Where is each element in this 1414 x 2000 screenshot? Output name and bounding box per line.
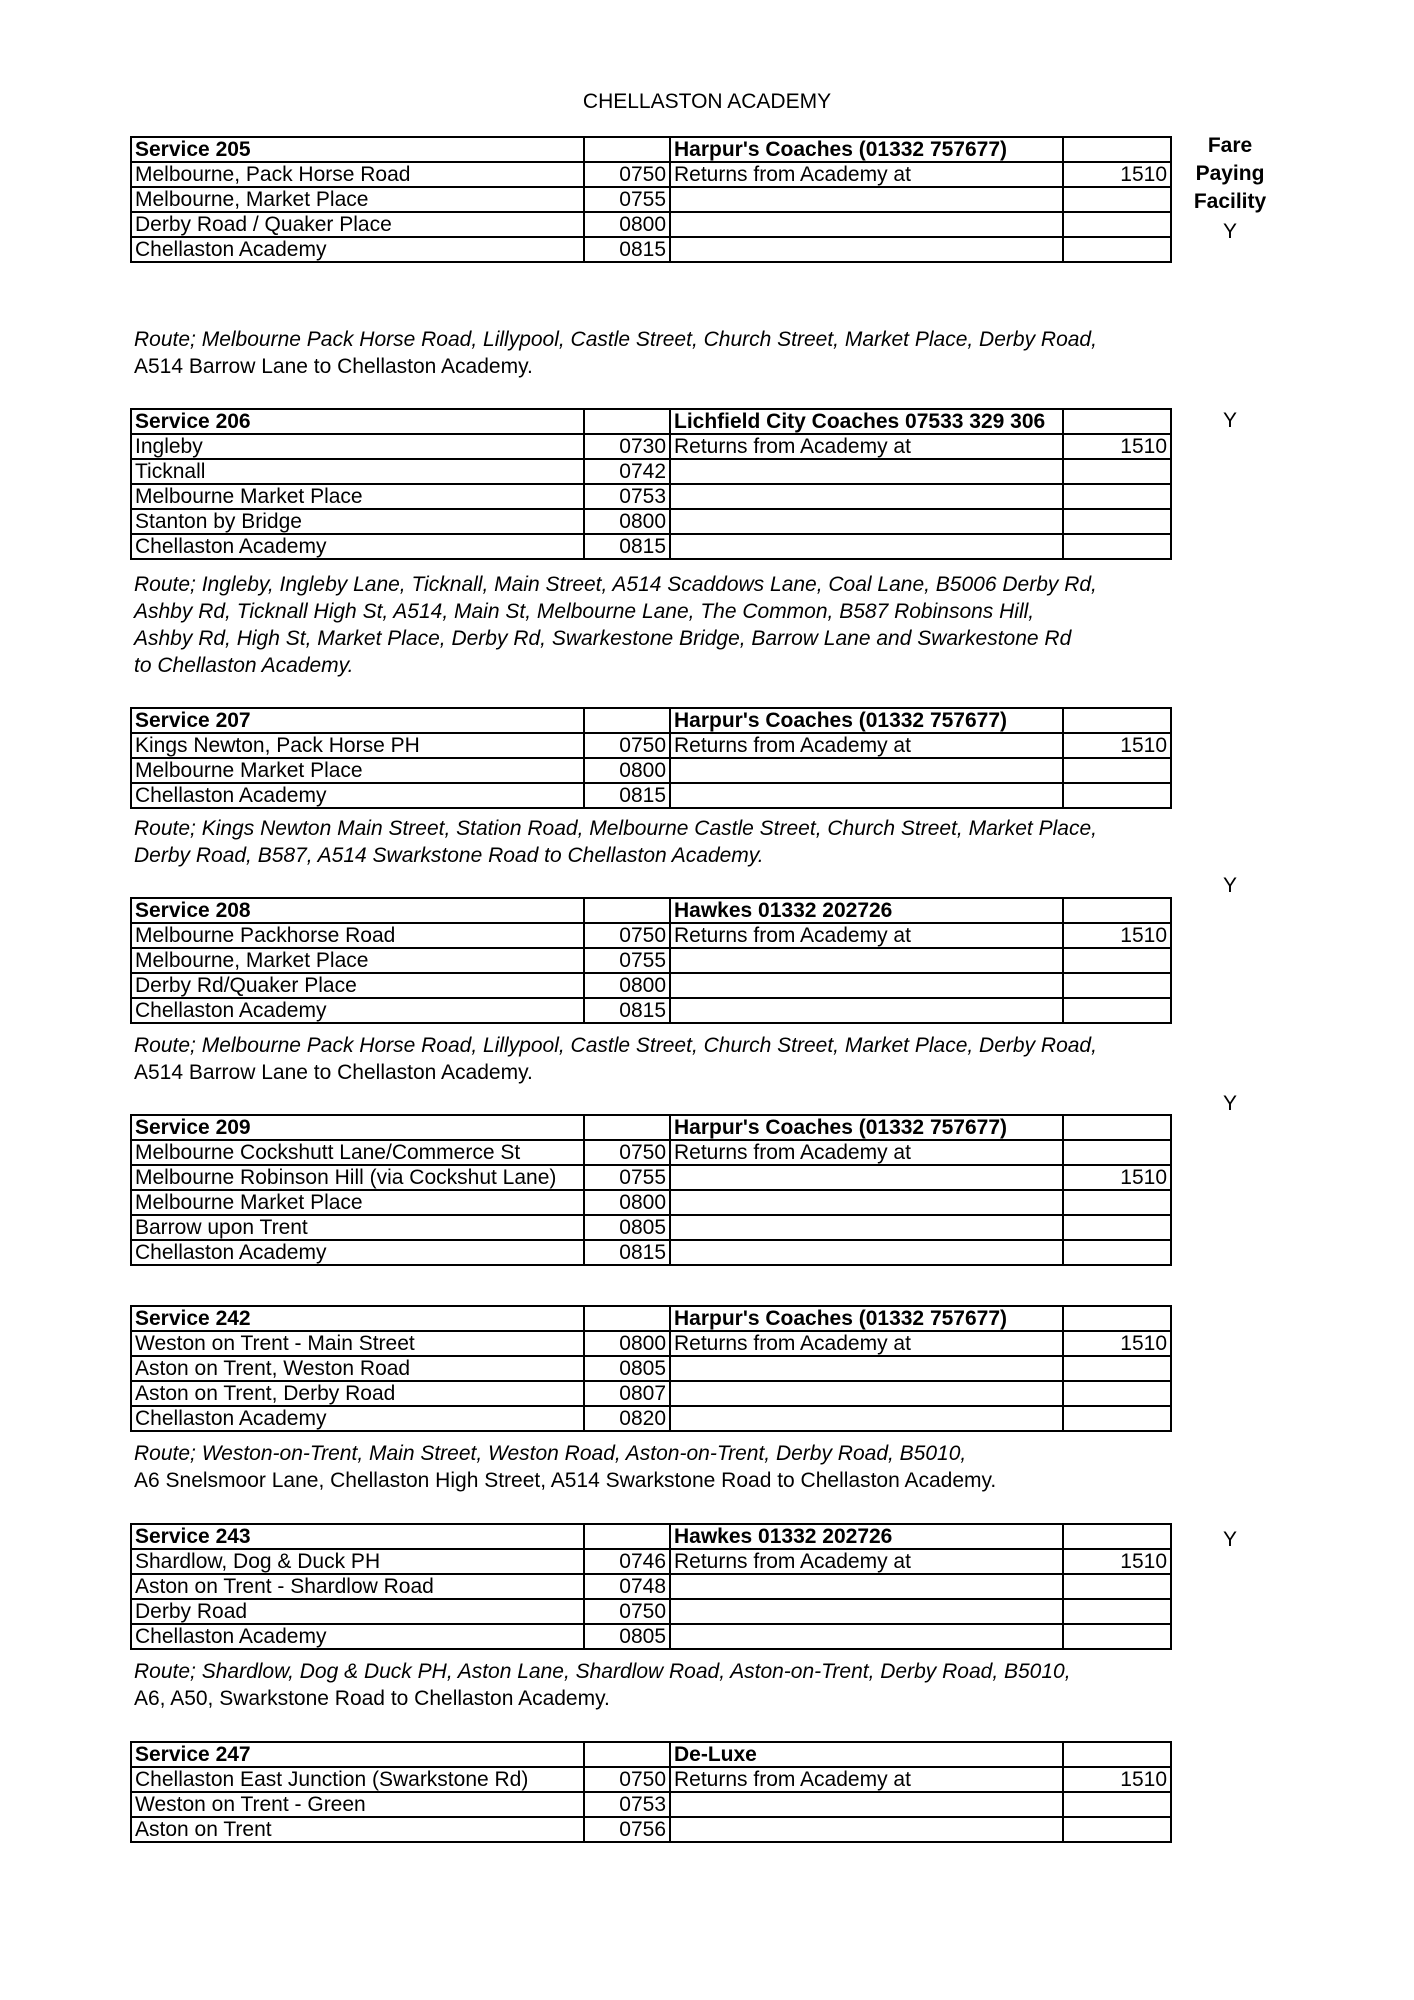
- stop-time: 0746: [584, 1549, 670, 1574]
- return-time: 1510: [1063, 923, 1171, 948]
- return-time: 1510: [1063, 162, 1171, 187]
- stop-name: Weston on Trent - Green: [131, 1792, 584, 1817]
- route-line: Route; Shardlow, Dog & Duck PH, Aston Lane, Shardlow Road, Aston-on-Trent, Derby Road, B5010,: [134, 1660, 1071, 1683]
- stop-name: Chellaston Academy: [131, 1624, 584, 1649]
- stop-name: Chellaston Academy: [131, 1240, 584, 1265]
- fare-flag-service-206: Y: [1222, 409, 1237, 432]
- table-row: [131, 162, 1171, 187]
- return-label: Returns from Academy at: [670, 1767, 1063, 1792]
- stop-time: 0755: [584, 187, 670, 212]
- service-209-table: [130, 1114, 1172, 1266]
- route-description-207: [134, 815, 1174, 869]
- operator: Harpur's Coaches (01332 757677): [670, 137, 1063, 162]
- table-row: [131, 1140, 1171, 1165]
- table-row: [131, 1767, 1171, 1792]
- table-row: [131, 434, 1171, 459]
- stop-name: Derby Rd/Quaker Place: [131, 973, 584, 998]
- route-description-205: [134, 326, 1174, 380]
- return-time: 1510: [1063, 1331, 1171, 1356]
- table-row: [131, 187, 1171, 212]
- stop-time: 0756: [584, 1817, 670, 1842]
- table-row: [131, 212, 1171, 237]
- service-243-table: [130, 1523, 1172, 1650]
- stop-time: 0800: [584, 509, 670, 534]
- operator: Harpur's Coaches (01332 757677): [670, 1306, 1063, 1331]
- service-name: Service 208: [131, 898, 584, 923]
- table-row: [131, 998, 1171, 1023]
- stop-name: Aston on Trent - Shardlow Road: [131, 1574, 584, 1599]
- service-205-table: [130, 136, 1172, 263]
- route-line: Route; Kings Newton Main Street, Station Road, Melbourne Castle Street, Church Street, Market Place,: [134, 817, 1097, 840]
- table-row: [131, 509, 1171, 534]
- route-line: Route; Weston-on-Trent, Main Street, Weston Road, Aston-on-Trent, Derby Road, B5010,: [134, 1442, 967, 1465]
- stop-time: 0807: [584, 1381, 670, 1406]
- route-line: Route; Ingleby, Ingleby Lane, Ticknall, Main Street, A514 Scaddows Lane, Coal Lane, B5006 Derby Rd,: [134, 573, 1097, 596]
- fare-flag-service-205: Y: [1222, 220, 1237, 243]
- table-row: [131, 708, 1171, 733]
- stop-time: 0755: [584, 948, 670, 973]
- stop-name: Melbourne, Market Place: [131, 948, 584, 973]
- route-description-243: [134, 1658, 1174, 1712]
- table-row: [131, 1115, 1171, 1140]
- stop-name: Chellaston Academy: [131, 237, 584, 262]
- return-time: 1510: [1063, 1767, 1171, 1792]
- table-row: [131, 783, 1171, 808]
- stop-time: 0815: [584, 783, 670, 808]
- fare-header-line: Paying: [1195, 162, 1265, 185]
- stop-name: Aston on Trent: [131, 1817, 584, 1842]
- return-time: 1510: [1063, 1165, 1171, 1190]
- table-row: [131, 534, 1171, 559]
- service-name: Service 242: [131, 1306, 584, 1331]
- stop-name: Derby Road: [131, 1599, 584, 1624]
- table-row: [131, 1817, 1171, 1842]
- stop-time: 0753: [584, 484, 670, 509]
- stop-name: Melbourne Cockshutt Lane/Commerce St: [131, 1140, 584, 1165]
- operator: Lichfield City Coaches 07533 329 306: [670, 409, 1063, 434]
- page-title: CHELLASTON ACADEMY: [582, 90, 832, 113]
- return-label: Returns from Academy at: [670, 733, 1063, 758]
- service-207-table: [130, 707, 1172, 809]
- stop-name: Aston on Trent, Derby Road: [131, 1381, 584, 1406]
- stop-time: 0815: [584, 534, 670, 559]
- return-time: 1510: [1063, 1549, 1171, 1574]
- table-row: [131, 1549, 1171, 1574]
- service-name: Service 206: [131, 409, 584, 434]
- stop-name: Chellaston East Junction (Swarkstone Rd): [131, 1767, 584, 1792]
- return-time: 1510: [1063, 434, 1171, 459]
- operator: Harpur's Coaches (01332 757677): [670, 1115, 1063, 1140]
- table-row: [131, 1356, 1171, 1381]
- table-row: [131, 758, 1171, 783]
- table-row: [131, 1381, 1171, 1406]
- stop-time: 0800: [584, 758, 670, 783]
- route-line: A514 Barrow Lane to Chellaston Academy.: [134, 1061, 533, 1084]
- route-line: to Chellaston Academy.: [134, 654, 354, 677]
- stop-name: Aston on Trent, Weston Road: [131, 1356, 584, 1381]
- stop-time: 0730: [584, 434, 670, 459]
- stop-time: 0750: [584, 923, 670, 948]
- return-label: Returns from Academy at: [670, 162, 1063, 187]
- return-label: Returns from Academy at: [670, 1549, 1063, 1574]
- route-line: Route; Melbourne Pack Horse Road, Lillypool, Castle Street, Church Street, Market Place, Derby Road,: [134, 1034, 1097, 1057]
- stop-time: 0800: [584, 1331, 670, 1356]
- table-row: [131, 1599, 1171, 1624]
- stop-name: Melbourne Packhorse Road: [131, 923, 584, 948]
- stop-name: Ingleby: [131, 434, 584, 459]
- route-line: Derby Road, B587, A514 Swarkstone Road to Chellaston Academy.: [134, 844, 764, 867]
- table-row: [131, 1306, 1171, 1331]
- fare-flag-service-208: Y: [1222, 874, 1237, 897]
- service-242-table: [130, 1305, 1172, 1432]
- operator: Hawkes 01332 202726: [670, 1524, 1063, 1549]
- return-time: 1510: [1063, 733, 1171, 758]
- table-row: [131, 973, 1171, 998]
- stop-name: Chellaston Academy: [131, 998, 584, 1023]
- route-line: A6, A50, Swarkstone Road to Chellaston Academy.: [134, 1687, 610, 1710]
- table-row: [131, 898, 1171, 923]
- stop-time: 0805: [584, 1356, 670, 1381]
- return-label: Returns from Academy at: [670, 923, 1063, 948]
- table-row: [131, 484, 1171, 509]
- stop-time: 0815: [584, 237, 670, 262]
- table-row: [131, 137, 1171, 162]
- route-line: Route; Melbourne Pack Horse Road, Lillypool, Castle Street, Church Street, Market Place, Derby Road,: [134, 328, 1097, 351]
- stop-time: 0815: [584, 998, 670, 1023]
- return-label: Returns from Academy at: [670, 1140, 1063, 1165]
- table-row: [131, 1190, 1171, 1215]
- route-description-206: [134, 571, 1174, 679]
- return-label: Returns from Academy at: [670, 1331, 1063, 1356]
- service-name: Service 205: [131, 137, 584, 162]
- stop-time: 0800: [584, 1190, 670, 1215]
- stop-name: Melbourne Robinson Hill (via Cockshut Lane): [131, 1165, 584, 1190]
- operator: Hawkes 01332 202726: [670, 898, 1063, 923]
- stop-name: Ticknall: [131, 459, 584, 484]
- stop-name: Chellaston Academy: [131, 783, 584, 808]
- operator: Harpur's Coaches (01332 757677): [670, 708, 1063, 733]
- stop-time: 0800: [584, 212, 670, 237]
- service-247-table: [130, 1741, 1172, 1843]
- stop-time: 0748: [584, 1574, 670, 1599]
- table-row: [131, 1165, 1171, 1190]
- stop-name: Melbourne Market Place: [131, 484, 584, 509]
- fare-flag-service-243: Y: [1222, 1528, 1237, 1551]
- stop-name: Kings Newton, Pack Horse PH: [131, 733, 584, 758]
- stop-time: 0815: [584, 1240, 670, 1265]
- route-description-242: [134, 1440, 1174, 1494]
- table-row: [131, 1524, 1171, 1549]
- return-label: Returns from Academy at: [670, 434, 1063, 459]
- table-row: [131, 459, 1171, 484]
- table-row: [131, 923, 1171, 948]
- route-line: Ashby Rd, High St, Market Place, Derby Rd, Swarkestone Bridge, Barrow Lane and Swarkestone Rd: [134, 627, 1072, 650]
- stop-time: 0750: [584, 1599, 670, 1624]
- stop-time: 0820: [584, 1406, 670, 1431]
- service-206-table: [130, 408, 1172, 560]
- service-name: Service 247: [131, 1742, 584, 1767]
- fare-header-line: Facility: [1193, 190, 1267, 213]
- table-row: [131, 1742, 1171, 1767]
- route-description-208: [134, 1032, 1174, 1086]
- route-line: Ashby Rd, Ticknall High St, A514, Main St, Melbourne Lane, The Common, B587 Robinsons Hill,: [134, 600, 1035, 623]
- table-row: [131, 733, 1171, 758]
- table-row: [131, 1240, 1171, 1265]
- service-name: Service 207: [131, 708, 584, 733]
- stop-name: Melbourne, Pack Horse Road: [131, 162, 584, 187]
- fare-flag-service-209: Y: [1222, 1092, 1237, 1115]
- stop-time: 0742: [584, 459, 670, 484]
- table-row: [131, 1792, 1171, 1817]
- stop-time: 0750: [584, 733, 670, 758]
- stop-time: 0750: [584, 162, 670, 187]
- table-row: [131, 1331, 1171, 1356]
- stop-name: Melbourne Market Place: [131, 758, 584, 783]
- table-row: [131, 1406, 1171, 1431]
- operator: De-Luxe: [670, 1742, 1063, 1767]
- fare-header-line: Fare: [1207, 134, 1253, 157]
- table-row: [131, 1215, 1171, 1240]
- stop-name: Derby Road / Quaker Place: [131, 212, 584, 237]
- stop-name: Melbourne Market Place: [131, 1190, 584, 1215]
- stop-name: Weston on Trent - Main Street: [131, 1331, 584, 1356]
- stop-time: 0750: [584, 1767, 670, 1792]
- route-line: A514 Barrow Lane to Chellaston Academy.: [134, 355, 533, 378]
- table-row: [131, 237, 1171, 262]
- stop-time: 0805: [584, 1215, 670, 1240]
- service-name: Service 243: [131, 1524, 584, 1549]
- stop-name: Barrow upon Trent: [131, 1215, 584, 1240]
- route-line: A6 Snelsmoor Lane, Chellaston High Street, A514 Swarkstone Road to Chellaston Academy.: [134, 1469, 997, 1492]
- fare-paying-facility-header: [1180, 132, 1280, 216]
- stop-time: 0753: [584, 1792, 670, 1817]
- table-row: [131, 1574, 1171, 1599]
- table-row: [131, 948, 1171, 973]
- stop-time: 0805: [584, 1624, 670, 1649]
- stop-name: Shardlow, Dog & Duck PH: [131, 1549, 584, 1574]
- service-name: Service 209: [131, 1115, 584, 1140]
- table-row: [131, 409, 1171, 434]
- stop-name: Stanton by Bridge: [131, 509, 584, 534]
- stop-name: Chellaston Academy: [131, 1406, 584, 1431]
- stop-time: 0800: [584, 973, 670, 998]
- stop-name: Chellaston Academy: [131, 534, 584, 559]
- stop-time: 0750: [584, 1140, 670, 1165]
- stop-name: Melbourne, Market Place: [131, 187, 584, 212]
- service-208-table: [130, 897, 1172, 1024]
- table-row: [131, 1624, 1171, 1649]
- stop-time: 0755: [584, 1165, 670, 1190]
